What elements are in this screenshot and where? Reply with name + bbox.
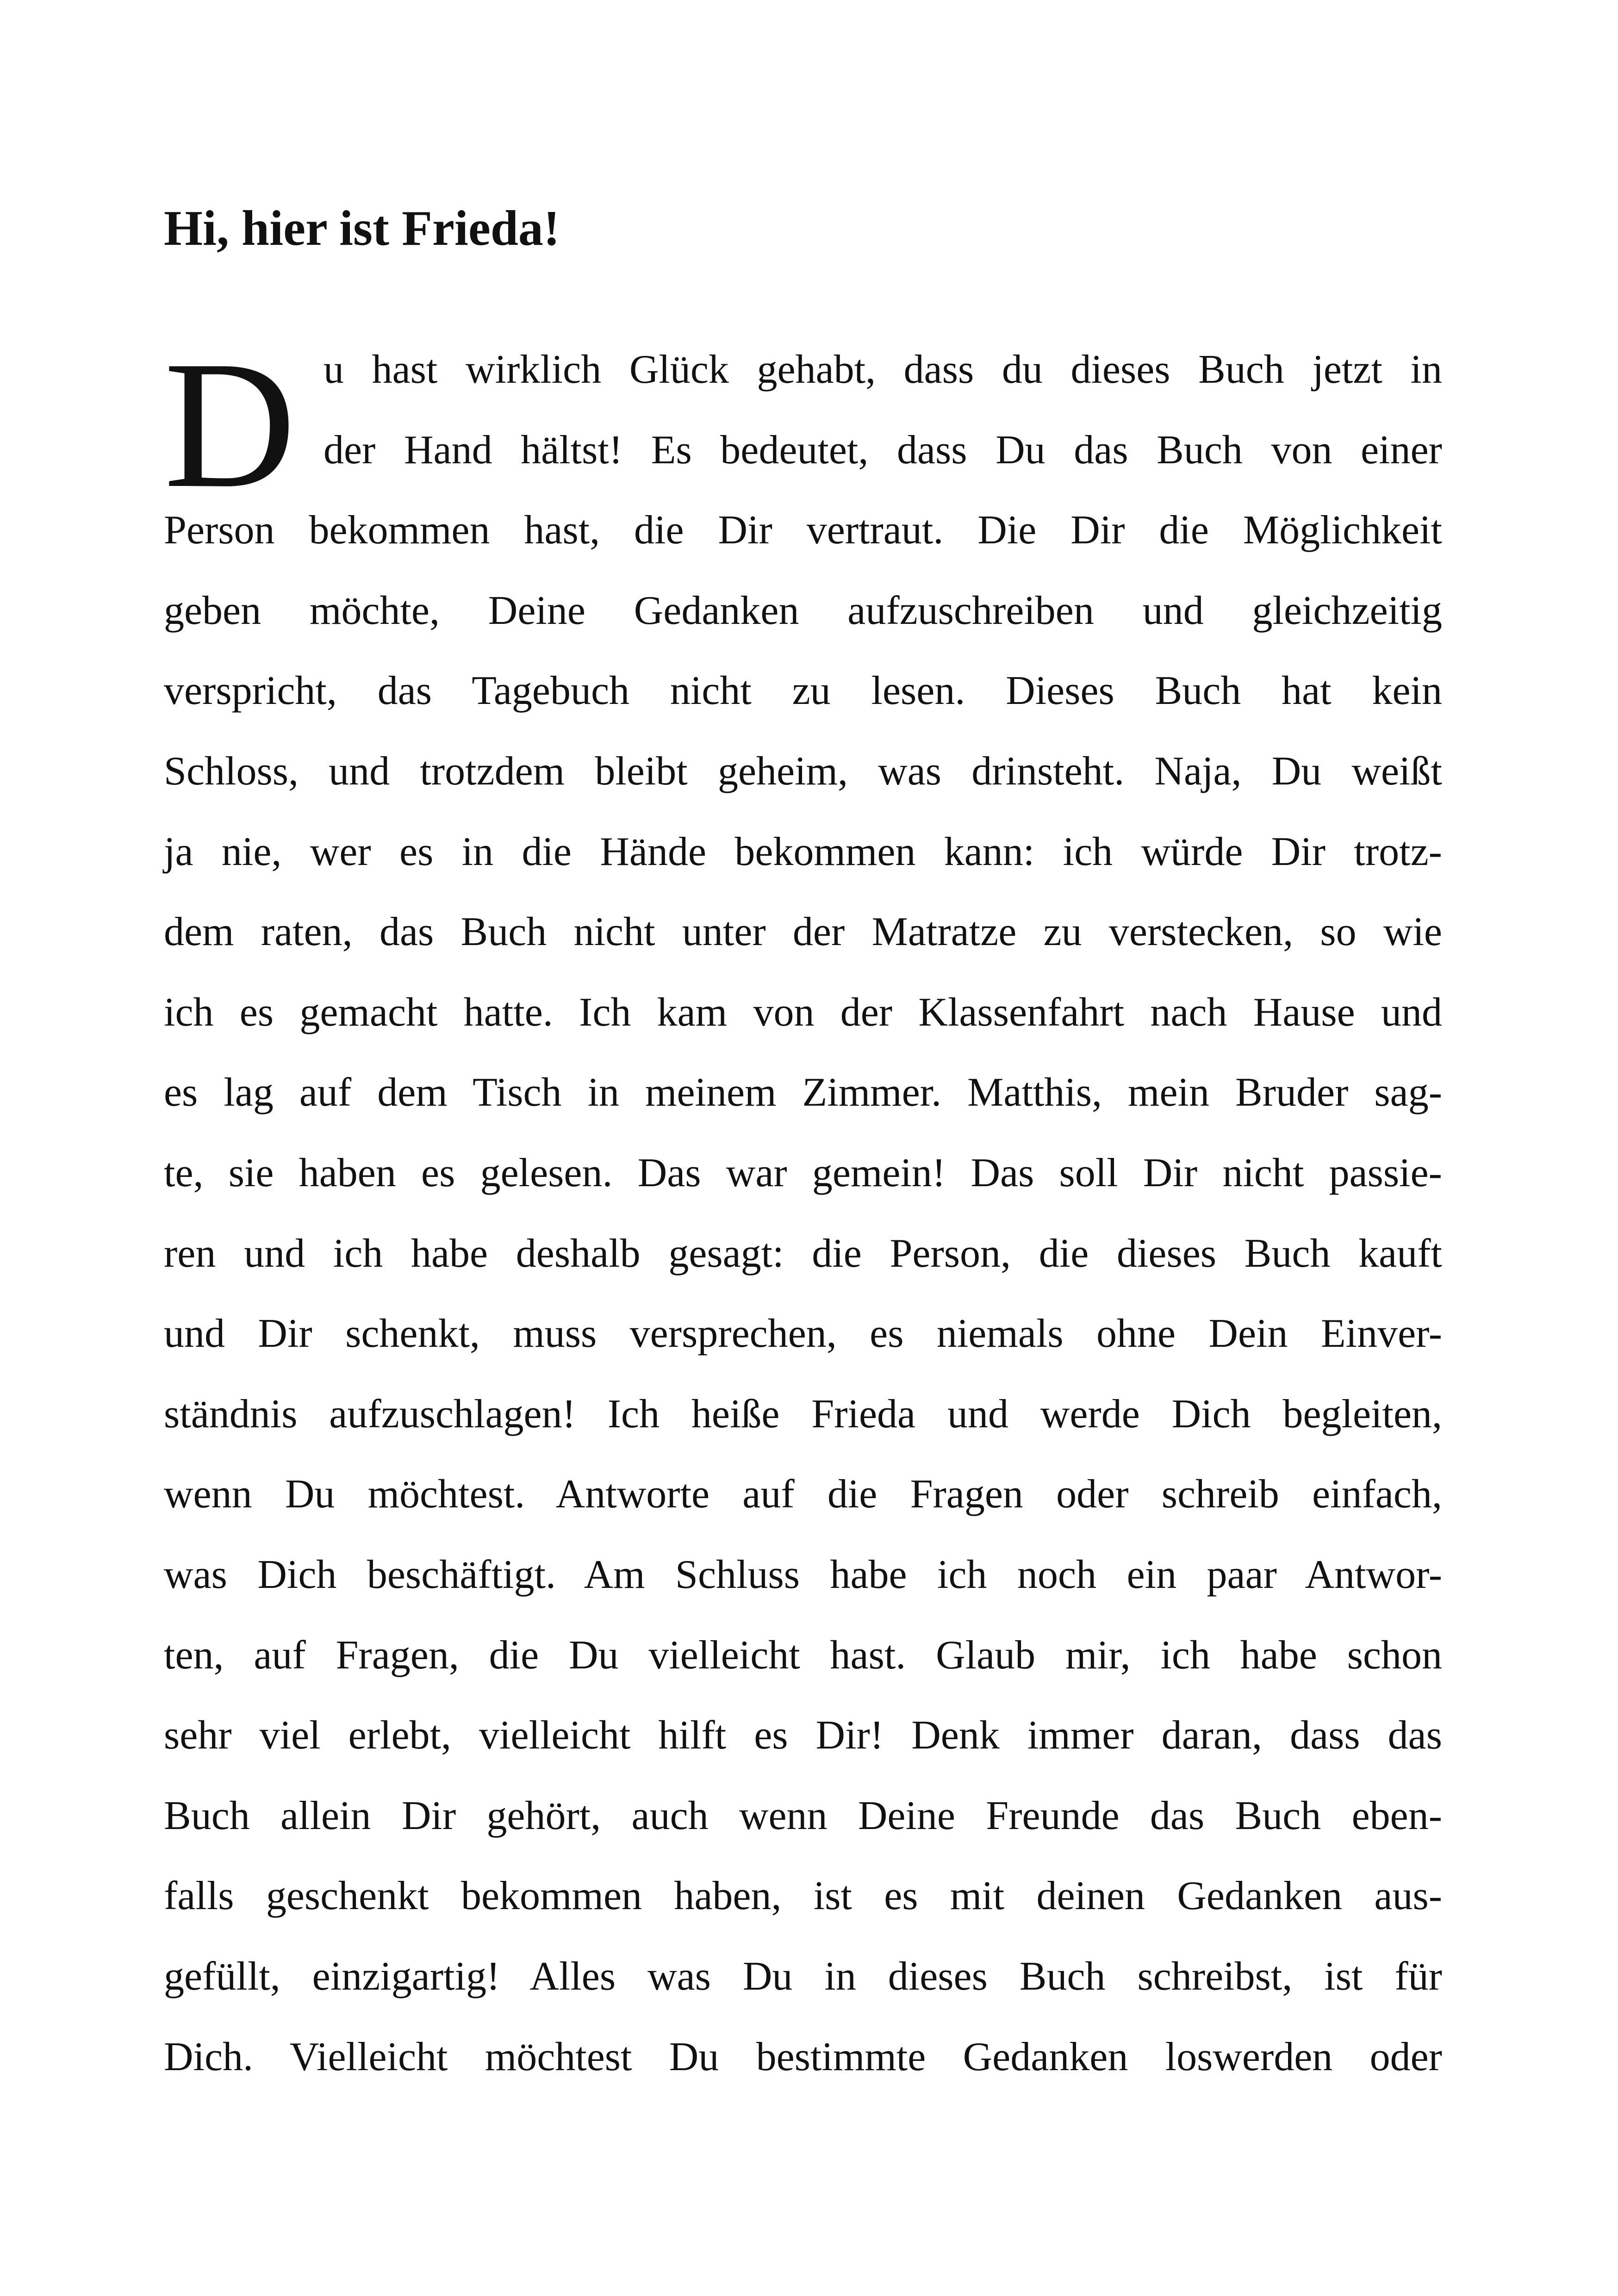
text-line: Person bekommen hast, die Dir vertraut. Die Dir die Möglichkeit bbox=[164, 508, 1442, 553]
drop-cap-letter: D bbox=[164, 324, 296, 526]
text-line: sehr viel erlebt, vielleicht hilft es Dir! Denk immer daran, dass das bbox=[164, 1713, 1442, 1758]
text-line: der Hand hältst! Es bedeutet, dass Du das Buch von einer bbox=[324, 427, 1442, 473]
text-line: ten, auf Fragen, die Du vielleicht hast. Glaub mir, ich habe schon bbox=[164, 1632, 1442, 1678]
text-line: falls geschenkt bekommen haben, ist es mit deinen Gedanken aus- bbox=[164, 1873, 1442, 1919]
text-line: ja nie, wer es in die Hände bekommen kann: ich würde Dir trotz- bbox=[164, 829, 1442, 874]
text-line: te, sie haben es gelesen. Das war gemein! Das soll Dir nicht passie- bbox=[164, 1151, 1442, 1195]
text-line: Buch allein Dir gehört, auch wenn Deine Freunde das Buch eben- bbox=[164, 1793, 1442, 1838]
text-line: gefüllt, einzigartig! Alles was Du in dieses Buch schreibst, ist für bbox=[164, 1954, 1442, 1999]
text-line: ren und ich habe deshalb gesagt: die Person, die dieses Buch kauft bbox=[164, 1231, 1442, 1276]
text-line: u hast wirklich Glück gehabt, dass du dieses Buch jetzt in bbox=[324, 347, 1442, 392]
text-line: es lag auf dem Tisch in meinem Zimmer. Matthis, mein Bruder sag- bbox=[164, 1070, 1442, 1115]
text-line: Schloss, und trotzdem bleibt geheim, was drinsteht. Naja, Du weißt bbox=[164, 749, 1442, 794]
text-line: ich es gemacht hatte. Ich kam von der Klassenfahrt nach Hause und bbox=[164, 989, 1442, 1035]
text-line: geben möchte, Deine Gedanken aufzuschreiben und gleichzeitig bbox=[164, 588, 1442, 633]
text-line: Dich. Vielleicht möchtest Du bestimmte Gedanken loswerden oder bbox=[164, 2034, 1442, 2079]
text-line: wenn Du möchtest. Antworte auf die Fragen oder schreib einfach, bbox=[164, 1472, 1442, 1517]
text-line: was Dich beschäftigt. Am Schluss habe ich noch ein paar Antwor- bbox=[164, 1552, 1442, 1597]
text-line: ständnis aufzuschlagen! Ich heiße Frieda und werde Dich begleiten, bbox=[164, 1391, 1442, 1437]
text-line: dem raten, das Buch nicht unter der Matratze zu verstecken, so wie bbox=[164, 909, 1442, 955]
page-title: Hi, hier ist Frieda! bbox=[164, 201, 560, 256]
text-line: und Dir schenkt, muss versprechen, es niemals ohne Dein Einver- bbox=[164, 1311, 1442, 1356]
text-line: verspricht, das Tagebuch nicht zu lesen. Dieses Buch hat kein bbox=[164, 668, 1442, 714]
